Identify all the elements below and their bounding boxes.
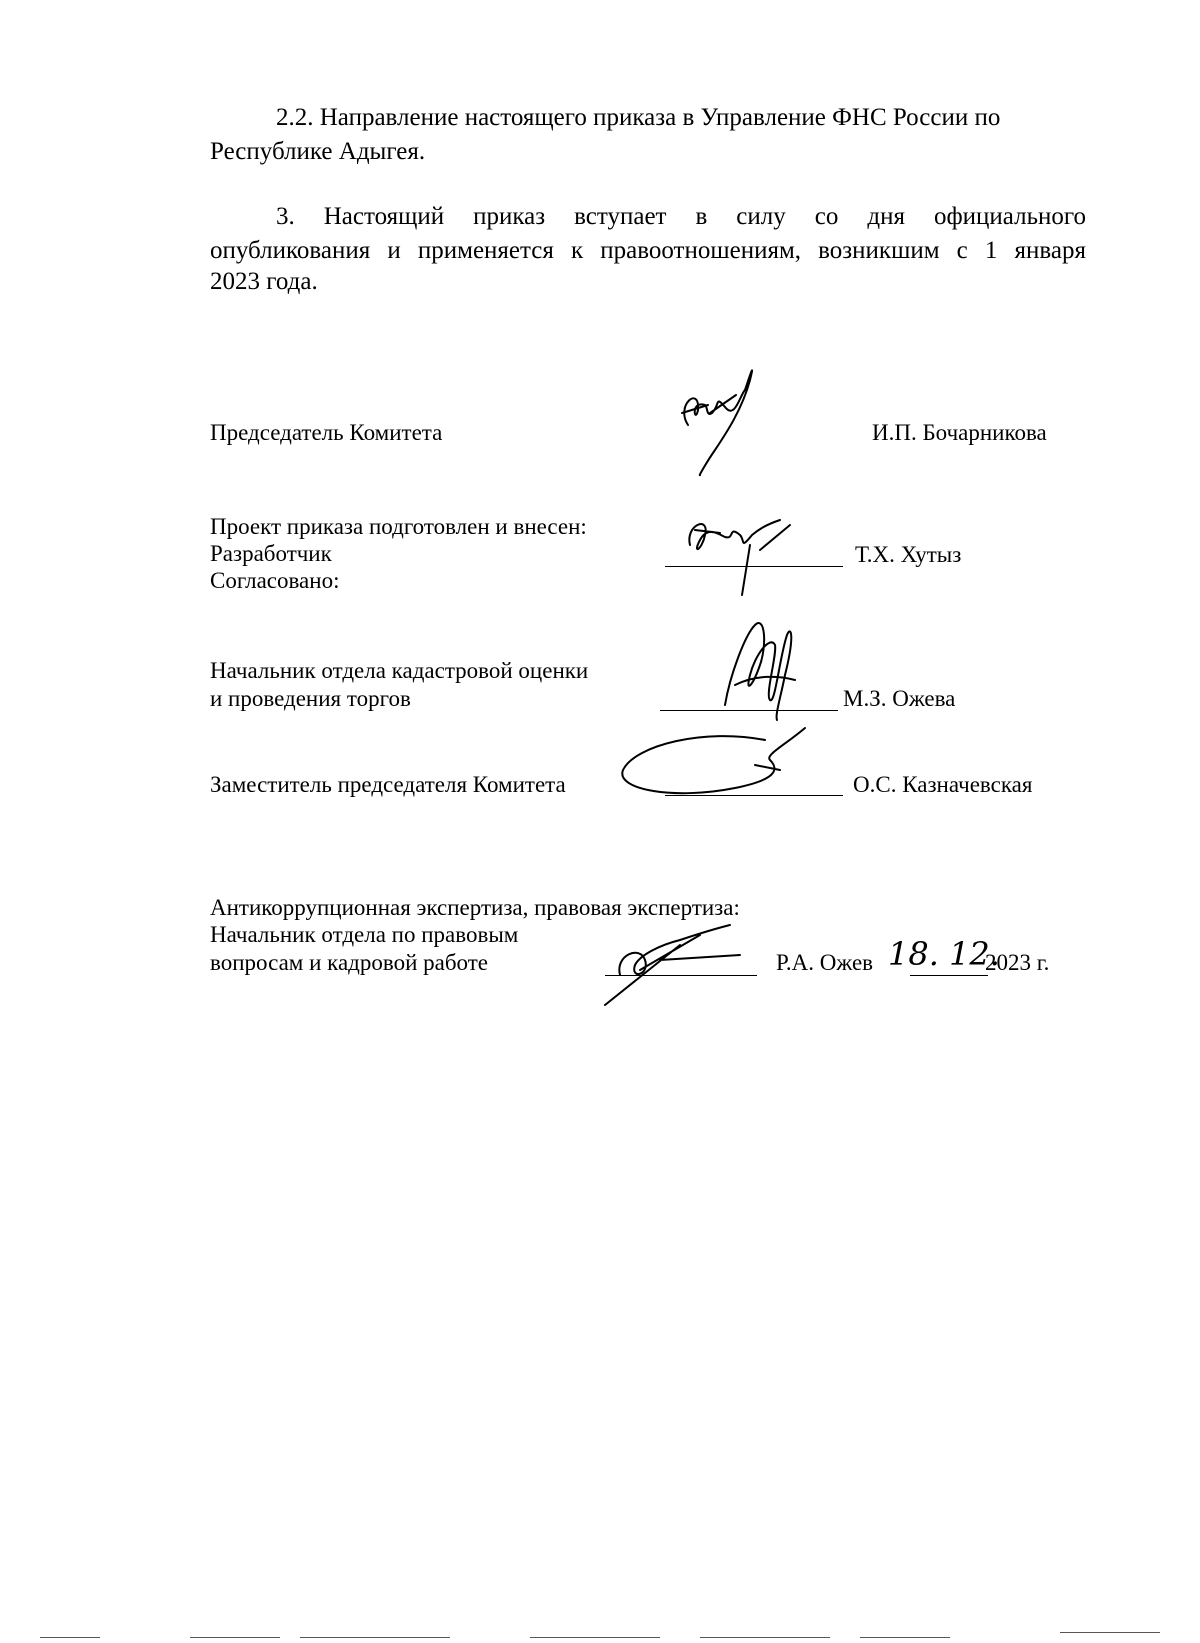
- scan-artifact: [1060, 1632, 1160, 1633]
- chairman-position: Председатель Комитета: [210, 420, 443, 445]
- legal-name: Р.А. Ожев: [776, 950, 874, 975]
- scan-artifact: [700, 1637, 830, 1638]
- developer-signature: [680, 505, 820, 600]
- para-3-line-3: 2023 года.: [210, 268, 318, 295]
- deputy-signature: [615, 720, 835, 810]
- cadastral-position-line-1: Начальник отдела кадастровой оценки: [210, 658, 589, 683]
- deputy-position: Заместитель председателя Комитета: [210, 772, 566, 797]
- para-3-line-2: опубликования и применяется к правоотношениям, возникшим с 1 января: [210, 237, 1086, 264]
- scan-artifact: [40, 1637, 100, 1638]
- scan-artifact: [860, 1637, 950, 1638]
- legal-header: Антикоррупционная экспертиза, правовая экспертиза:: [210, 895, 740, 920]
- legal-handwritten-date: 18. 12.: [888, 935, 1000, 973]
- project-header: Проект приказа подготовлен и внесен:: [210, 514, 587, 539]
- para-2-2-line-1: 2.2. Направление настоящего приказа в Управление ФНС России по: [276, 104, 1001, 131]
- cadastral-position-line-2: и проведения торгов: [210, 686, 411, 711]
- chairman-name: И.П. Бочарникова: [872, 420, 1047, 445]
- scan-artifact: [530, 1637, 660, 1638]
- legal-position-line-1: Начальник отдела по правовым: [210, 922, 519, 947]
- scan-artifact: [190, 1637, 280, 1638]
- legal-position-line-2: вопросам и кадровой работе: [210, 950, 489, 975]
- developer-name: Т.Х. Хутыз: [855, 542, 962, 567]
- scan-artifact: [300, 1637, 450, 1638]
- legal-signature: [600, 915, 770, 1015]
- date-underline: [910, 975, 988, 976]
- legal-date-year: 2023 г.: [985, 950, 1050, 975]
- project-role: Разработчик: [210, 541, 332, 566]
- deputy-name: О.С. Казначевская: [853, 772, 1033, 797]
- project-agreed: Согласовано:: [210, 568, 340, 593]
- cadastral-name: М.З. Ожева: [843, 686, 956, 711]
- para-3-line-1: 3. Настоящий приказ вступает в силу со дня официального: [276, 203, 1086, 230]
- cadastral-signature: [715, 615, 815, 725]
- para-2-2-line-2: Республике Адыгея.: [210, 138, 426, 165]
- chairman-signature: [670, 365, 780, 485]
